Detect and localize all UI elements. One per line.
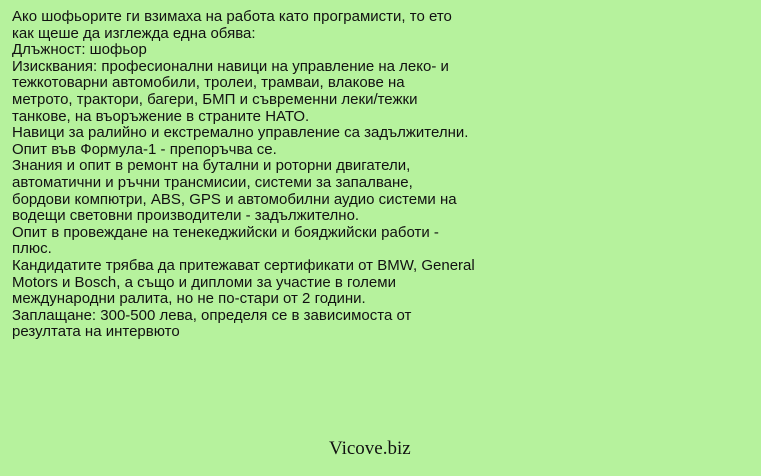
site-watermark: Vicove.biz bbox=[329, 438, 411, 459]
joke-text: Ако шофьорите ги взимаха на работа като програмисти, то ето как щеше да изглежда една обява: Длъжност: шофьор Изисквания: професионални навици на управление на леко- и тежкотоварни автомобили, тролеи, трамваи, влакове на метрото, трактори, багери, БМП и съвременни леки/тежки танкове, на въоръжение в страните НАТО. Навици за ралийно и екстремално управление са задължителни. Опит във Формула-1 - препоръчва се. Знания и опит в ремонт на бутални и роторни двигатели, автоматични и ръчни трансмисии, системи за запалване, бордови компютри, ABS, GPS и автомобилни аудио системи на водещи световни производители - задължително. Опит в провеждане на тенекеджийски и бояджийски работи - плюс. Кандидатите трябва да притежават сертификати от BMW, General Motors и Bosch, а също и дипломи за участие в големи международни ралита, но не по-стари от 2 години. Заплащане: 300-500 лева, определя се в зависимоста от резултата на интервюто bbox=[12, 8, 475, 341]
